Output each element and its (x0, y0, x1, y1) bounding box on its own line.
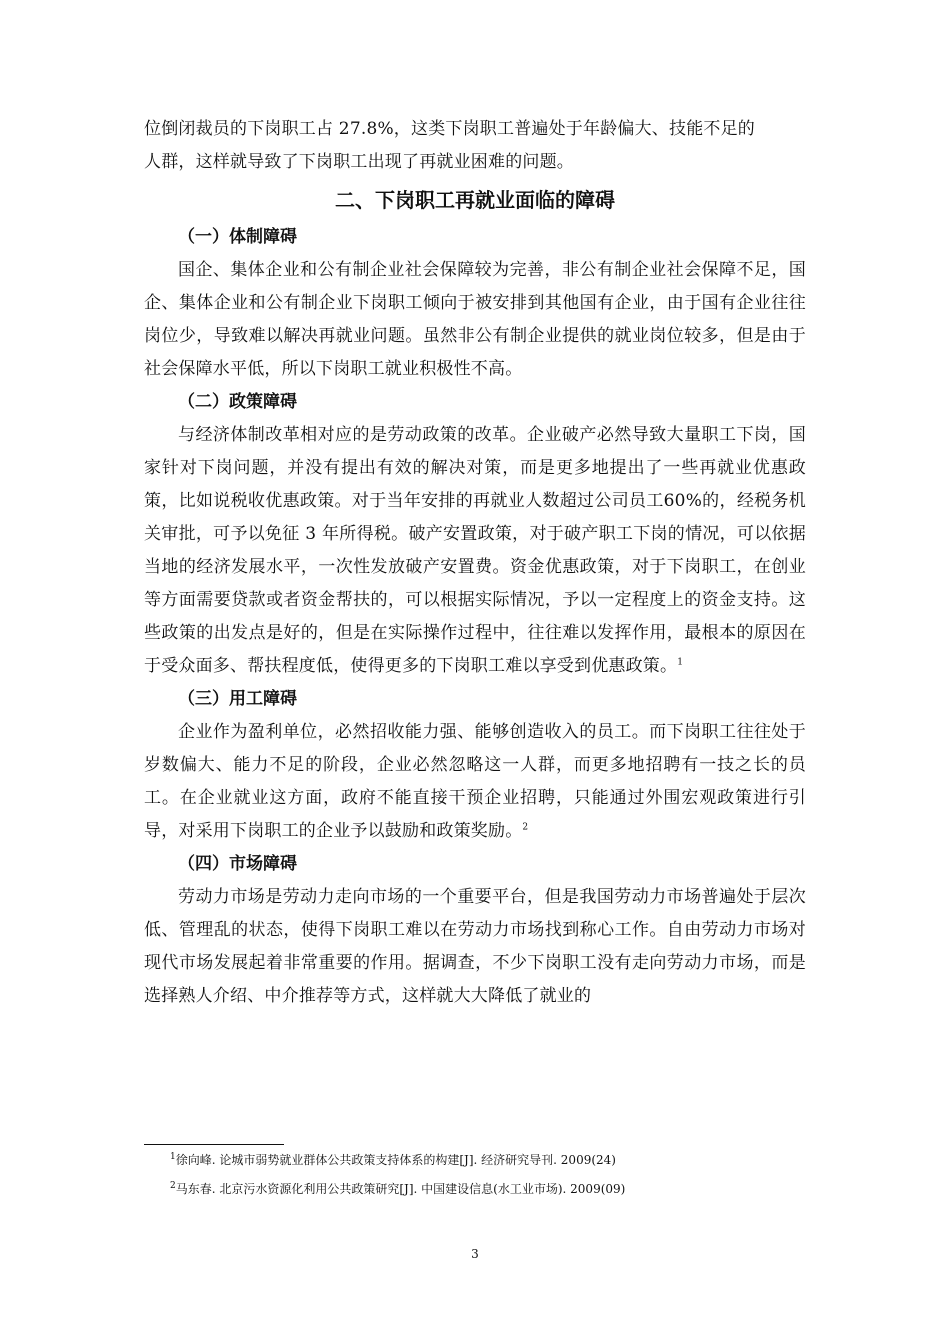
subsection-title-institutional: （一）体制障碍 (178, 227, 297, 247)
footnote-number-2: 2 (170, 1181, 176, 1191)
footnote-separator (144, 1144, 284, 1145)
subsection-title-employment: （三）用工障碍 (178, 689, 297, 709)
footnote-ref-1[interactable]: 1 (677, 657, 684, 668)
footnote-text-1: 徐向峰. 论城市弱势就业群体公共政策支持体系的构建[J]. 经济研究导刊. 2009(24) (175, 1153, 616, 1167)
section-title: 二、下岗职工再就业面临的障碍 (335, 188, 615, 212)
footnote-number-1: 1 (170, 1152, 176, 1162)
subsection-title-policy: （二）政策障碍 (178, 392, 297, 412)
paragraph-employment-text: 企业作为盈利单位，必然招收能力强、能够创造收入的员工。而下岗职工往往处于岁数偏大、能力不足的阶段，企业必然忽略这一人群，而更多地招聘有一技之长的员工。在企业就业这方面，政府不能直接干预企业招聘，只能通过外围宏观政策进行引导，对采用下岗职工的企业予以鼓励和政策奖励。 (144, 722, 806, 841)
paragraph-institutional: 国企、集体企业和公有制企业社会保障较为完善，非公有制企业社会保障不足，国企、集体企业和公有制企业下岗职工倾向于被安排到其他国有企业，由于国有企业往往岗位少，导致难以解决再就业问题。虽然非公有制企业提供的就业岗位较多，但是由于社会保障水平低，所以下岗职工就业积极性不高。 (144, 260, 806, 379)
paragraph-market: 劳动力市场是劳动力走向市场的一个重要平台，但是我国劳动力市场普遍处于层次低、管理乱的状态，使得下岗职工难以在劳动力市场找到称心工作。自由劳动力市场对现代市场发展起着非常重要的作用。据调查，不少下岗职工没有走向劳动力市场，而是选择熟人介绍、中介推荐等方式，这样就大大降低了就业的 (144, 887, 806, 1006)
footnote-1 (170, 1152, 810, 1169)
footnote-text-2: 马东春. 北京污水资源化利用公共政策研究[J]. 中国建设信息(水工业市场). 2009(09) (175, 1182, 626, 1196)
page-number: 3 (471, 1247, 479, 1261)
intro-paragraph (144, 113, 806, 179)
paragraph-policy (144, 419, 806, 683)
footnote-ref-2[interactable]: 2 (522, 822, 529, 833)
subsection-title-market: （四）市场障碍 (178, 854, 297, 874)
intro-line-1: 位倒闭裁员的下岗职工占 27.8%，这类下岗职工普遍处于年龄偏大、技能不足的 (144, 119, 756, 139)
paragraph-employment (144, 716, 806, 848)
footnotes (170, 1152, 810, 1210)
intro-line-2: 人群，这样就导致了下岗职工出现了再就业困难的问题。 (144, 152, 574, 172)
footnote-2 (170, 1181, 810, 1198)
paragraph-policy-text: 与经济体制改革相对应的是劳动政策的改革。企业破产必然导致大量职工下岗，国家针对下岗问题，并没有提出有效的解决对策，而是更多地提出了一些再就业优惠政策，比如说税收优惠政策。对于当年安排的再就业人数超过公司员工60%的，经税务机关审批，可予以免征 3 年所得税。破产安置政策，对于破产职工下岗的情况，可以依据当地的经济发展水平，一次性发放破产安置费。资金优惠政策，对于下岗职工，在创业等方面需要贷款或者资金帮扶的，可以根据实际情况，予以一定程度上的资金支持。这些政策的出发点是好的，但是在实际操作过程中，往往难以发挥作用，最根本的原因在于受众面多、帮扶程度低，使得更多的下岗职工难以享受到优惠政策。 (144, 425, 806, 676)
body-content (144, 113, 806, 1013)
